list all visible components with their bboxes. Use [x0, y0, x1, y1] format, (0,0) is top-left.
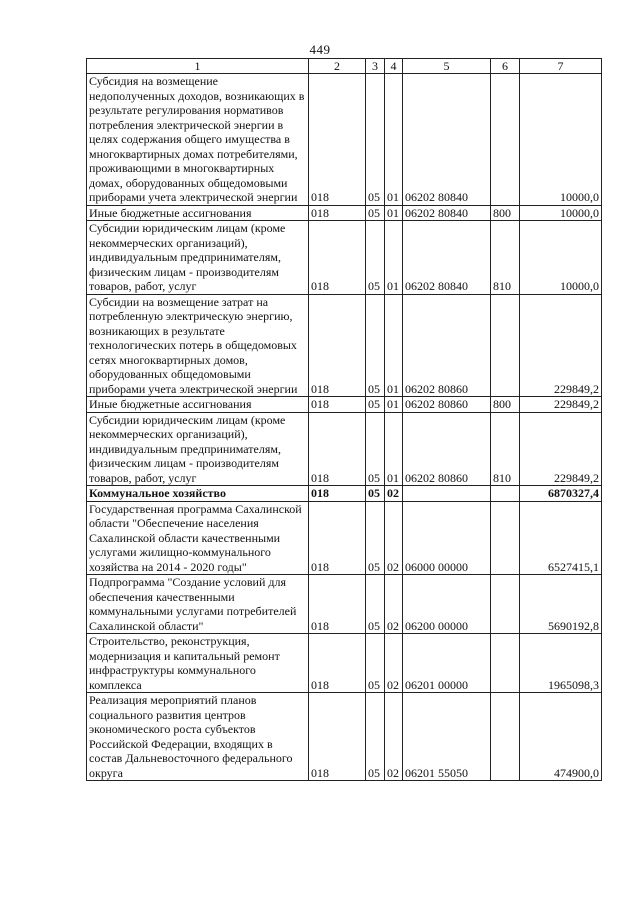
subsection-cell: 01: [385, 397, 403, 413]
subsection-cell: 01: [385, 205, 403, 221]
budget-table: [86, 58, 602, 781]
header-col-2: 2: [309, 59, 366, 74]
section-cell: 05: [366, 575, 385, 634]
admin-code-cell: 018: [309, 74, 366, 206]
target-article-cell: [403, 486, 491, 502]
subsection-cell: 02: [385, 486, 403, 502]
amount-cell: 474900,0: [520, 693, 602, 781]
table-row: [87, 74, 602, 206]
admin-code-cell: 018: [309, 397, 366, 413]
expense-type-cell: 800: [491, 397, 520, 413]
target-article-cell: 06000 00000: [403, 501, 491, 575]
expense-type-cell: 800: [491, 205, 520, 221]
header-col-1: 1: [87, 59, 309, 74]
target-article-cell: 06202 80860: [403, 397, 491, 413]
target-article-cell: 06202 80860: [403, 412, 491, 486]
target-article-cell: 06201 55050: [403, 693, 491, 781]
item-name-cell: Государственная программа Сахалинской области "Обеспечение населения Сахалинской области качественными услугами жилищно-коммунального хозяйства на 2014 - 2020 годы": [87, 501, 309, 575]
amount-cell: 1965098,3: [520, 634, 602, 693]
subsection-cell: 02: [385, 693, 403, 781]
target-article-cell: 06202 80840: [403, 74, 491, 206]
item-name-cell: Иные бюджетные ассигнования: [87, 205, 309, 221]
admin-code-cell: 018: [309, 693, 366, 781]
expense-type-cell: [491, 74, 520, 206]
target-article-cell: 06202 80840: [403, 221, 491, 295]
header-col-3: 3: [366, 59, 385, 74]
amount-cell: 10000,0: [520, 205, 602, 221]
header-row: [87, 59, 602, 74]
header-col-5: 5: [403, 59, 491, 74]
subsection-cell: 01: [385, 294, 403, 397]
admin-code-cell: 018: [309, 575, 366, 634]
page-number: 449: [309, 42, 331, 57]
item-name-cell: Строительство, реконструкция, модернизация и капитальный ремонт инфраструктуры коммунального комплекса: [87, 634, 309, 693]
amount-cell: 5690192,8: [520, 575, 602, 634]
expense-type-cell: 810: [491, 221, 520, 295]
item-name-cell: Субсидия на возмещение недополученных доходов, возникающих в результате регулирования нормативов потребления электрической энергии в целях содержания общего имущества в многоквартирных домах потребителями, проживающими в многоквартирных домах, оборудованных общедомовыми приборами учета электрической энергии: [87, 74, 309, 206]
amount-cell: 229849,2: [520, 294, 602, 397]
table-row: [87, 221, 602, 295]
section-cell: 05: [366, 397, 385, 413]
expense-type-cell: [491, 634, 520, 693]
table-row: [87, 486, 602, 502]
item-name-cell: Коммунальное хозяйство: [87, 486, 309, 502]
expense-type-cell: [491, 486, 520, 502]
subsection-cell: 02: [385, 575, 403, 634]
amount-cell: 10000,0: [520, 221, 602, 295]
item-name-cell: Субсидии юридическим лицам (кроме некоммерческих организаций), индивидуальным предпринимателям, физическим лицам - производителям товаров, работ, услуг: [87, 412, 309, 486]
expense-type-cell: [491, 294, 520, 397]
expense-type-cell: 810: [491, 412, 520, 486]
table-row: [87, 575, 602, 634]
table-row: [87, 205, 602, 221]
admin-code-cell: 018: [309, 294, 366, 397]
target-article-cell: 06201 00000: [403, 634, 491, 693]
table-row: [87, 397, 602, 413]
subsection-cell: 02: [385, 634, 403, 693]
admin-code-cell: 018: [309, 501, 366, 575]
target-article-cell: 06202 80840: [403, 205, 491, 221]
admin-code-cell: 018: [309, 205, 366, 221]
section-cell: 05: [366, 74, 385, 206]
header-col-7: 7: [520, 59, 602, 74]
section-cell: 05: [366, 412, 385, 486]
table-row: [87, 412, 602, 486]
table-row: [87, 634, 602, 693]
target-article-cell: 06202 80860: [403, 294, 491, 397]
section-cell: 05: [366, 205, 385, 221]
table-row: [87, 501, 602, 575]
admin-code-cell: 018: [309, 634, 366, 693]
section-cell: 05: [366, 634, 385, 693]
item-name-cell: Субсидии на возмещение затрат на потребленную электрическую энергию, возникающих в результате технологических потерь в общедомовых сетях многоквартирных домов, оборудованных общедомовыми приборами учета электрической энергии: [87, 294, 309, 397]
subsection-cell: 01: [385, 74, 403, 206]
table-row: [87, 294, 602, 397]
section-cell: 05: [366, 693, 385, 781]
amount-cell: 6870327,4: [520, 486, 602, 502]
item-name-cell: Реализация мероприятий планов социального развития центров экономического роста субъектов Российской Федерации, входящих в состав Дальневосточного федерального округа: [87, 693, 309, 781]
item-name-cell: Субсидии юридическим лицам (кроме некоммерческих организаций), индивидуальным предпринимателям, физическим лицам - производителям товаров, работ, услуг: [87, 221, 309, 295]
expense-type-cell: [491, 501, 520, 575]
amount-cell: 229849,2: [520, 397, 602, 413]
subsection-cell: 02: [385, 501, 403, 575]
subsection-cell: 01: [385, 221, 403, 295]
amount-cell: 6527415,1: [520, 501, 602, 575]
expense-type-cell: [491, 575, 520, 634]
admin-code-cell: 018: [309, 221, 366, 295]
amount-cell: 229849,2: [520, 412, 602, 486]
target-article-cell: 06200 00000: [403, 575, 491, 634]
admin-code-cell: 018: [309, 412, 366, 486]
subsection-cell: 01: [385, 412, 403, 486]
table-row: [87, 693, 602, 781]
section-cell: 05: [366, 501, 385, 575]
header-col-6: 6: [491, 59, 520, 74]
section-cell: 05: [366, 486, 385, 502]
item-name-cell: Иные бюджетные ассигнования: [87, 397, 309, 413]
section-cell: 05: [366, 221, 385, 295]
header-col-4: 4: [385, 59, 403, 74]
item-name-cell: Подпрограмма "Создание условий для обеспечения качественными коммунальными услугами потребителей Сахалинской области": [87, 575, 309, 634]
expense-type-cell: [491, 693, 520, 781]
admin-code-cell: 018: [309, 486, 366, 502]
amount-cell: 10000,0: [520, 74, 602, 206]
section-cell: 05: [366, 294, 385, 397]
